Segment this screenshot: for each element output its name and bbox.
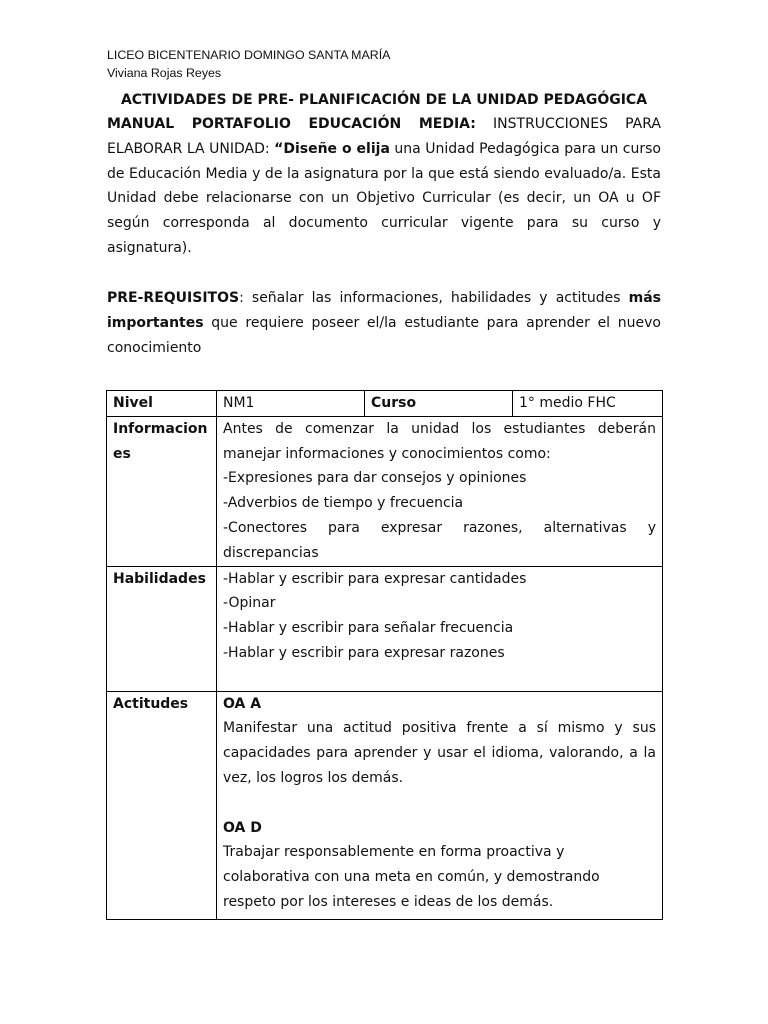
intro-bold-lead: MANUAL PORTAFOLIO EDUCACIÓN MEDIA: (107, 116, 476, 132)
nivel-label: Nivel (107, 391, 217, 417)
blank-line (223, 666, 656, 691)
habilidades-cell (217, 566, 663, 691)
curso-value: 1° medio FHC (513, 391, 663, 417)
habilidades-item: -Hablar y escribir para expresar cantidades (223, 570, 527, 587)
habilidades-item: -Opinar (223, 595, 276, 612)
curso-label: Curso (365, 391, 513, 417)
intro-text-1: INSTRUCCIONES PARA ELABORAR LA UNIDAD: (107, 116, 661, 157)
oa-a-text: Manifestar una actitud positiva frente a sí mismo y sus capacidades para aprender y usar el idioma, valorando, a la vez, los logros los demás. (223, 720, 656, 786)
prereq-bold-mid: más importantes (107, 290, 661, 331)
informaciones-label: Informaciones (107, 416, 217, 566)
intro-paragraph (107, 112, 661, 261)
oa-d-line: Trabajar responsablemente en forma proactiva y (223, 844, 565, 861)
actitudes-label: Actitudes (107, 691, 217, 919)
informaciones-item: -Adverbios de tiempo y frecuencia (223, 495, 464, 512)
page-title: ACTIVIDADES DE PRE- PLANIFICACIÓN DE LA UNIDAD PEDAGÓGICA (120, 92, 648, 108)
table-row-actitudes (107, 691, 663, 919)
actitudes-cell (217, 691, 663, 919)
table-row-informaciones (107, 416, 663, 566)
oa-a-title: OA A (223, 695, 262, 712)
table-row-nivel (107, 391, 663, 417)
nivel-value: NM1 (217, 391, 365, 417)
prerequisites-table (106, 390, 663, 920)
prereq-text-2: que requiere poseer el/la estudiante para aprender el nuevo conocimiento (107, 314, 661, 356)
oa-d-line: respeto por los intereses e ideas de los demás. (223, 893, 554, 910)
prereq-bold-lead: PRE-REQUISITOS (107, 290, 240, 306)
informaciones-item: -Conectores para expresar razones, alternativas y discrepancias (223, 519, 656, 561)
author-name: Viviana Rojas Reyes (107, 66, 222, 80)
habilidades-item: -Hablar y escribir para expresar razones (223, 644, 505, 661)
informaciones-item: -Expresiones para dar consejos y opiniones (223, 470, 527, 487)
table-row-habilidades (107, 566, 663, 691)
school-name: LICEO BICENTENARIO DOMINGO SANTA MARÍA (107, 48, 391, 62)
intro-text-2: una Unidad Pedagógica para un curso de Educación Media y de la asignatura por la que está siendo evaluado/a. Esta Unidad debe relacionarse con un Objetivo Curricular (es decir, un OA u OF según corresponda al documento curricular vigente para su curso y asignatura). (107, 140, 661, 256)
informaciones-cell (217, 416, 663, 566)
prereq-text-1: : señalar las informaciones, habilidades y actitudes (239, 290, 629, 306)
habilidades-item: -Hablar y escribir para señalar frecuencia (223, 620, 514, 637)
document-header (107, 46, 390, 82)
informaciones-intro: Antes de comenzar la unidad los estudiantes deberán manejar informaciones y conocimientos como: (223, 420, 656, 462)
blank-line (223, 791, 656, 816)
prereq-paragraph (107, 286, 661, 360)
habilidades-label: Habilidades (107, 566, 217, 691)
oa-d-title: OA D (223, 819, 262, 836)
intro-bold-quote: “Diseñe o elija (274, 140, 390, 157)
oa-d-line: colaborativa con una meta en común, y demostrando (223, 869, 600, 886)
